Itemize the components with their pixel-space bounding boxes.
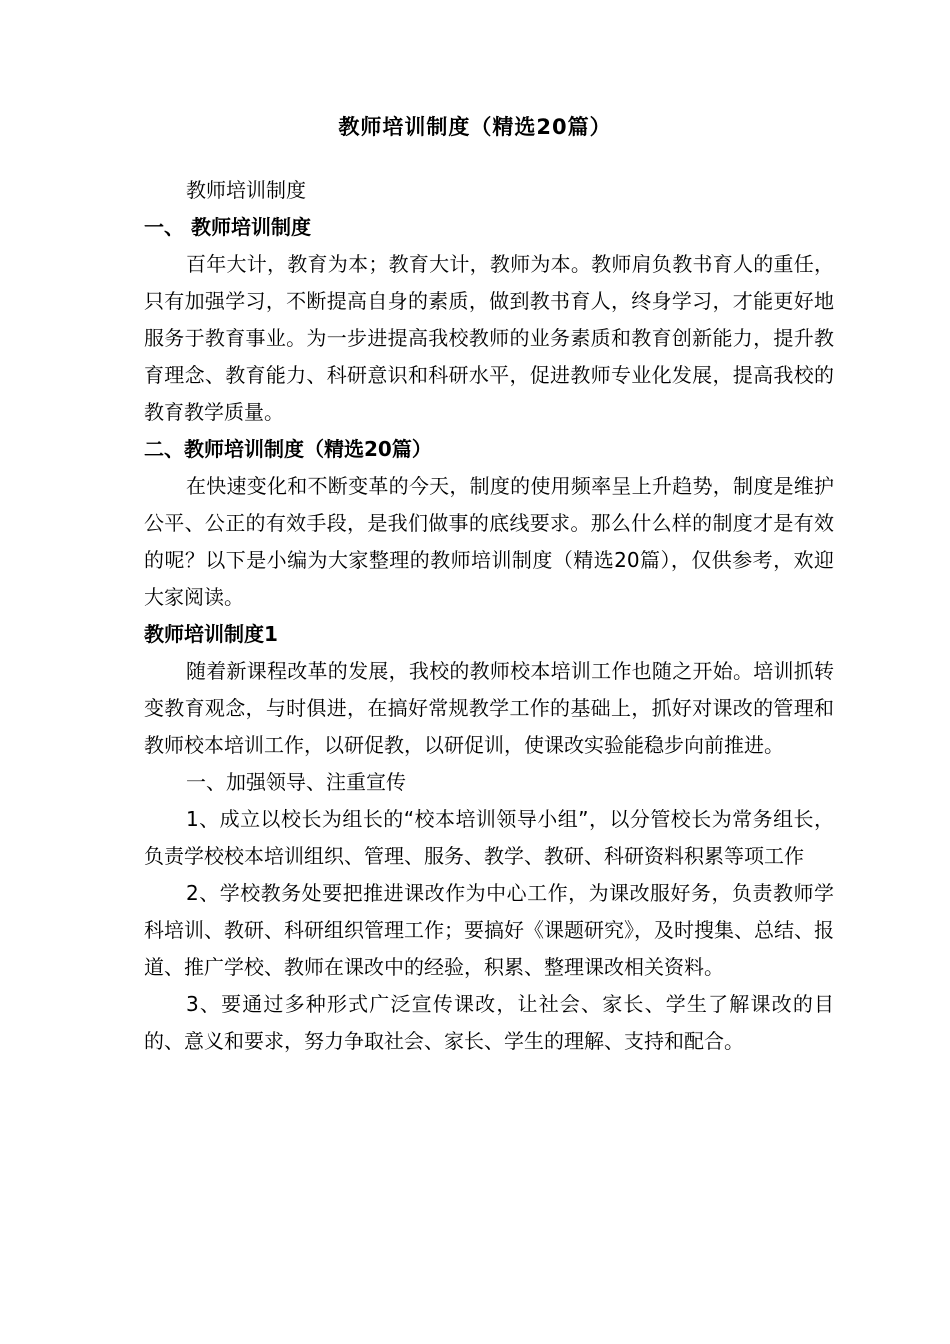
list-item-1: 1、成立以校长为组长的“校本培训领导小组”，以分管校长为常务组长，负责学校校本培训组织、管理、服务、教学、教研、科研资料积累等项工作 (144, 807, 834, 868)
list-item-2: 2、学校教务处要把推进课改作为中心工作，为课改服好务，负责教师学科培训、教研、科研组织管理工作；要搞好《课题研究》，及时搜集、总结、报道、推广学校、教师在课改中的经验，积累、整理课改相关资料。 (144, 881, 834, 979)
paragraph-1: 百年大计，教育为本；教育大计，教师为本。教师肩负教书育人的重任，只有加强学习，不断提高自身的素质，做到教书育人，终身学习，才能更好地服务于教育事业。为一步进提高我校教师的业务素质和教育创新能力，提升教育理念、教育能力、科研意识和科研水平，促进教师专业化发展，提高我校的教育教学质量。 (144, 252, 834, 424)
document-title: 教师培训制度（精选20篇） (338, 115, 612, 139)
document-body (144, 172, 834, 1060)
section-heading-3: 教师培训制度1 (144, 622, 278, 646)
section-heading-2: 二、教师培训制度（精选20篇） (144, 437, 432, 461)
paragraph-2: 在快速变化和不断变革的今天，制度的使用频率呈上升趋势，制度是维护公平、公正的有效手段，是我们做事的底线要求。那么什么样的制度才是有效的呢？以下是小编为大家整理的教师培训制度（精选20篇），仅供参考，欢迎大家阅读。 (144, 474, 834, 609)
subheading-1: 一、加强领导、注重宣传 (186, 770, 406, 794)
list-item-3: 3、要通过多种形式广泛宣传课改，让社会、家长、学生了解课改的目的、意义和要求，努力争取社会、家长、学生的理解、支持和配合。 (144, 992, 834, 1053)
section-intro-title: 教师培训制度 (186, 178, 306, 202)
section-heading-1: 一、 教师培训制度 (144, 215, 311, 239)
paragraph-3: 随着新课程改革的发展，我校的教师校本培训工作也随之开始。培训抓转变教育观念，与时俱进，在搞好常规教学工作的基础上，抓好对课改的管理和教师校本培训工作，以研促教，以研促训，使课改实验能稳步向前推进。 (144, 659, 834, 757)
